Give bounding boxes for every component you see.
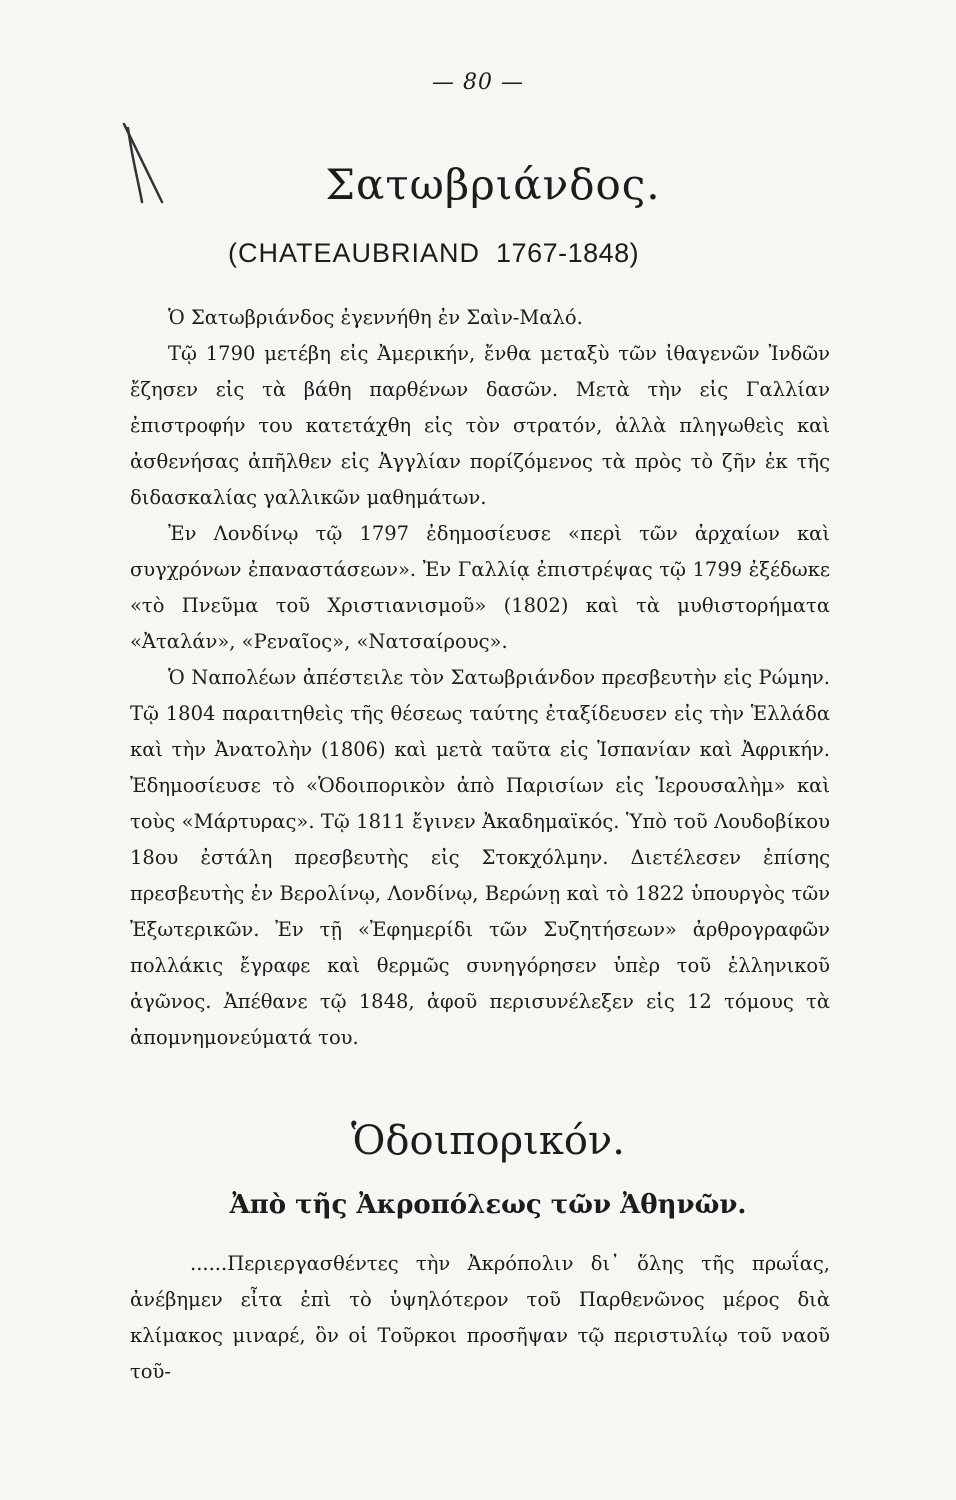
section-title: Ὁδοιπορικόν. bbox=[351, 1118, 625, 1164]
paragraph: Τῷ 1790 μετέβη εἰς Ἀμερικήν, ἔνθα μεταξὺ τῶν ἰθαγενῶν Ἰνδῶν ἔζησεν εἰς τὰ βάθη παρθένων δασῶν. Μετὰ τὴν εἰς Γαλλίαν ἐπιστροφήν του κατετάχθη εἰς τὸν στρατόν, ἀλλὰ πληγωθεὶς καὶ ἀσθενήσας ἀπῆλθεν εἰς Ἀγγλίαν πορίζόμενος τὰ πρὸς τὸ ζῆν ἐκ τῆς διδασκαλίας γαλλικῶν μαθημάτων. bbox=[130, 342, 830, 509]
author-title: Σατωβριάνδος. bbox=[325, 160, 661, 209]
page-number: — 80 — bbox=[432, 70, 524, 95]
paragraph: Ὁ Σατωβριάνδος ἐγεννήθη ἐν Σαὶν-Μαλό. bbox=[168, 306, 583, 329]
author-original-name: (CHATEAUBRIAND bbox=[228, 238, 481, 268]
paragraph: ......Περιεργασθέντες τὴν Ἀκρόπολιν δι᾽ ὅλης τῆς πρωΐας, ἀνέβημεν εἶτα ἐπὶ τὸ ὑψηλότερον τοῦ Παρθενῶνος μέρος διὰ κλίμακος μιναρέ, ὃν οἱ Τοῦρκοι προσῆψαν τῷ περιστυλίῳ τοῦ ναοῦ τοῦ- bbox=[130, 1252, 830, 1383]
biography-text bbox=[130, 300, 830, 1056]
excerpt-text bbox=[130, 1246, 830, 1390]
paragraph: Ἐν Λονδίνῳ τῷ 1797 ἐδημοσίευσε «περὶ τῶν ἀρχαίων καὶ συγχρόνων ἐπαναστάσεων». Ἐν Γαλλίᾳ ἐπιστρέψας τῷ 1799 ἐξέδωκε «τὸ Πνεῦμα τοῦ Χριστιανισμοῦ» (1802) καὶ τὰ μυθιστορήματα «Ἀταλάν», «Ρεναῖος», «Νατσαίρους». bbox=[130, 522, 830, 653]
author-dates: 1767-1848) bbox=[496, 238, 640, 268]
section-subtitle: Ἀπὸ τῆς Ἀκροπόλεως τῶν Ἀθηνῶν. bbox=[229, 1190, 747, 1220]
author-subtitle bbox=[228, 238, 639, 269]
paragraph: Ὁ Ναπολέων ἀπέστειλε τὸν Σατωβριάνδον πρεσβευτὴν εἰς Ρώμην. Τῷ 1804 παραιτηθεὶς τῆς θέσεως ταύτης ἐταξίδευσεν εἰς τὴν Ἑλλάδα καὶ τὴν Ἀνατολὴν (1806) καὶ μετὰ ταῦτα εἰς Ἱσπανίαν καὶ Ἀφρικήν. Ἐδημοσίευσε τὸ «Ὁδοιπορικὸν ἀπὸ Παρισίων εἰς Ἱερουσαλὴμ» καὶ τοὺς «Μάρτυρας». Τῷ 1811 ἔγινεν Ἀκαδημαϊκός. Ὑπὸ τοῦ Λουδοβίκου 18ου ἐστάλη πρεσβευτὴς εἰς Στοκχόλμην. Διετέλεσεν ἐπίσης πρεσβευτὴς ἐν Βερολίνῳ, Λονδίνῳ, Βερώνῃ καὶ τὸ 1822 ὑπουργὸς τῶν Ἐξωτερικῶν. Ἐν τῇ «Ἐφημερίδι τῶν Συζητήσεων» ἀρθρογραφῶν πολλάκις ἔγραφε καὶ θερμῶς συνηγόρησεν ὑπὲρ τοῦ ἑλληνικοῦ ἀγῶνος. Ἀπέθανε τῷ 1848, ἀφοῦ περισυνέλεξεν εἰς 12 τόμους τὰ ἀπομνημονεύματά του. bbox=[130, 666, 830, 1049]
